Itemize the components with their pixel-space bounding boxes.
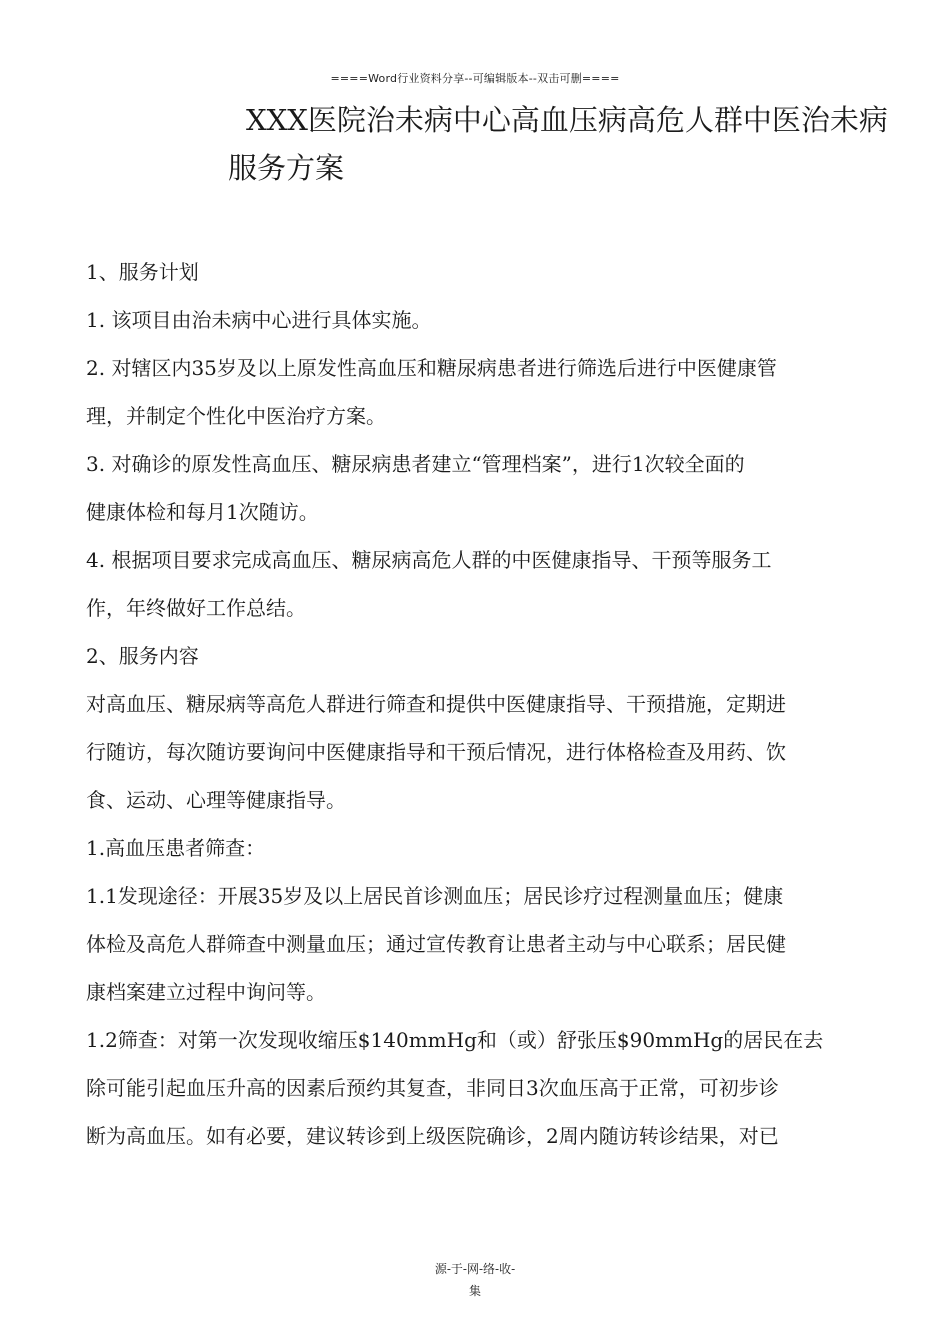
section-heading-service-content: 2、服务内容 <box>86 644 199 668</box>
paragraph-line: 食、运动、心理等健康指导。 <box>86 788 346 812</box>
paragraph-line: 体检及高危人群筛查中测量血压；通过宣传教育让患者主动与中心联系；居民健 <box>86 932 786 956</box>
paragraph-line: 理，并制定个性化中医治疗方案。 <box>86 404 386 428</box>
document-title <box>228 96 908 192</box>
subheading-hypertension-screening: 1.高血压患者筛查： <box>86 836 266 860</box>
paragraph-line: 断为高血压。如有必要，建议转诊到上级医院确诊，2周内随访转诊结果，对已 <box>86 1124 779 1148</box>
paragraph-line: 作，年终做好工作总结。 <box>86 596 306 620</box>
paragraph-line: 行随访，每次随访要询问中医健康指导和干预后情况，进行体格检查及用药、饮 <box>86 740 786 764</box>
paragraph-line: 4. 根据项目要求完成高血压、糖尿病高危人群的中医健康指导、干预等服务工 <box>86 548 772 572</box>
title-line-2: 服务方案 <box>228 151 345 185</box>
document-body <box>86 248 876 1160</box>
paragraph-line: 2. 对辖区内35岁及以上原发性高血压和糖尿病患者进行筛选后进行中医健康管 <box>86 356 777 380</box>
header-banner: ====Word行业资料分享--可编辑版本--双击可删==== <box>330 72 620 85</box>
paragraph-line: 除可能引起血压升高的因素后预约其复查，非同日3次血压高于正常，可初步诊 <box>86 1076 779 1100</box>
title-line-1: XXX医院治未病中心高血压病高危人群中医治未病 <box>246 103 888 137</box>
paragraph-line: 1.1发现途径：开展35岁及以上居民首诊测血压；居民诊疗过程测量血压；健康 <box>86 884 784 908</box>
paragraph-line: 1.2筛查：对第一次发现收缩压$140mmHg和（或）舒张压$90mmHg的居民在去 <box>86 1028 824 1052</box>
paragraph-line: 1. 该项目由治未病中心进行具体实施。 <box>86 308 432 332</box>
footer-line-2: 集 <box>468 1284 481 1298</box>
paragraph-line: 康档案建立过程中询问等。 <box>86 980 326 1004</box>
paragraph-line: 对高血压、糖尿病等高危人群进行筛查和提供中医健康指导、干预措施，定期进 <box>86 692 786 716</box>
paragraph-line: 健康体检和每月1次随访。 <box>86 500 319 524</box>
section-heading-service-plan: 1、服务计划 <box>86 260 199 284</box>
paragraph-line: 3. 对确诊的原发性高血压、糖尿病患者建立“管理档案”，进行1次较全面的 <box>86 452 745 476</box>
footer-line-1: 源-于-网-络-收- <box>434 1262 516 1276</box>
page-footer <box>0 1258 950 1302</box>
